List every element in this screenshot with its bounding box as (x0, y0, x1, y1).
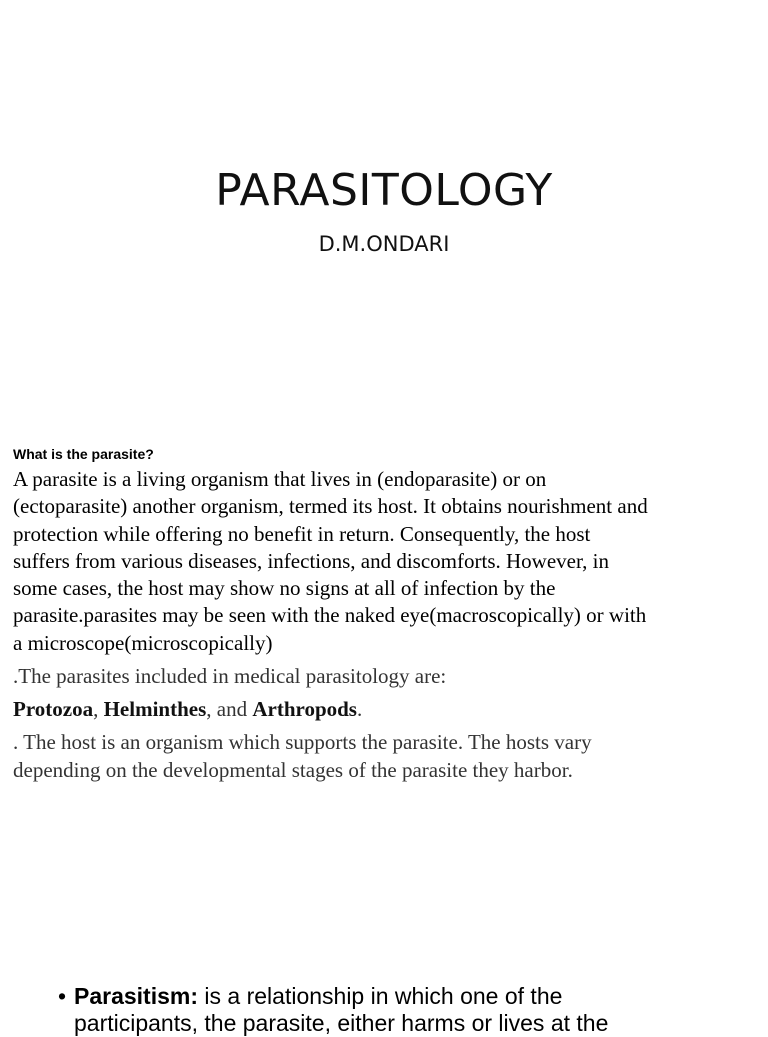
bullet-term: Parasitism: (74, 983, 199, 1009)
group-protozoa: Protozoa (13, 697, 94, 722)
slide-author: D.M.ONDARI (318, 232, 450, 256)
section-question: What is the parasite? (13, 446, 154, 462)
bullet-content (74, 983, 608, 1037)
parasite-definition: A parasite is a living organism that lives in (endoparasite) or on (ectoparasite) another organism, termed its host. It obtains nourishment and protection while offering no benefit in return. Consequently, the host suffers from various diseases, infections, and discomforts. However, in some cases, the host may show no signs at all of infection by the parasite.parasites may be seen with the naked eye(macroscopically) or with a microscope(microscopically) (13, 467, 648, 655)
slide-title: PARASITOLOGY (215, 165, 553, 216)
bullet-text: is a relationship in which one of the participants, the parasite, either harms or lives at the (74, 983, 609, 1036)
parasitism-bullet (58, 983, 678, 1037)
host-description: . The host is an organism which supports the parasite. The hosts vary depending on the developmental stages of the parasite they harbor. (13, 730, 592, 782)
group-end: . (356, 697, 363, 722)
group-separator: , and (206, 697, 253, 722)
group-separator: , (93, 697, 104, 722)
parasite-groups (13, 696, 713, 723)
parasite-definition-section (13, 444, 713, 784)
group-arthropods: Arthropods (252, 697, 357, 722)
bullet-marker: • (58, 983, 67, 1009)
included-intro: .The parasites included in medical parasitology are: (13, 664, 447, 689)
group-helminthes: Helminthes (103, 697, 207, 722)
